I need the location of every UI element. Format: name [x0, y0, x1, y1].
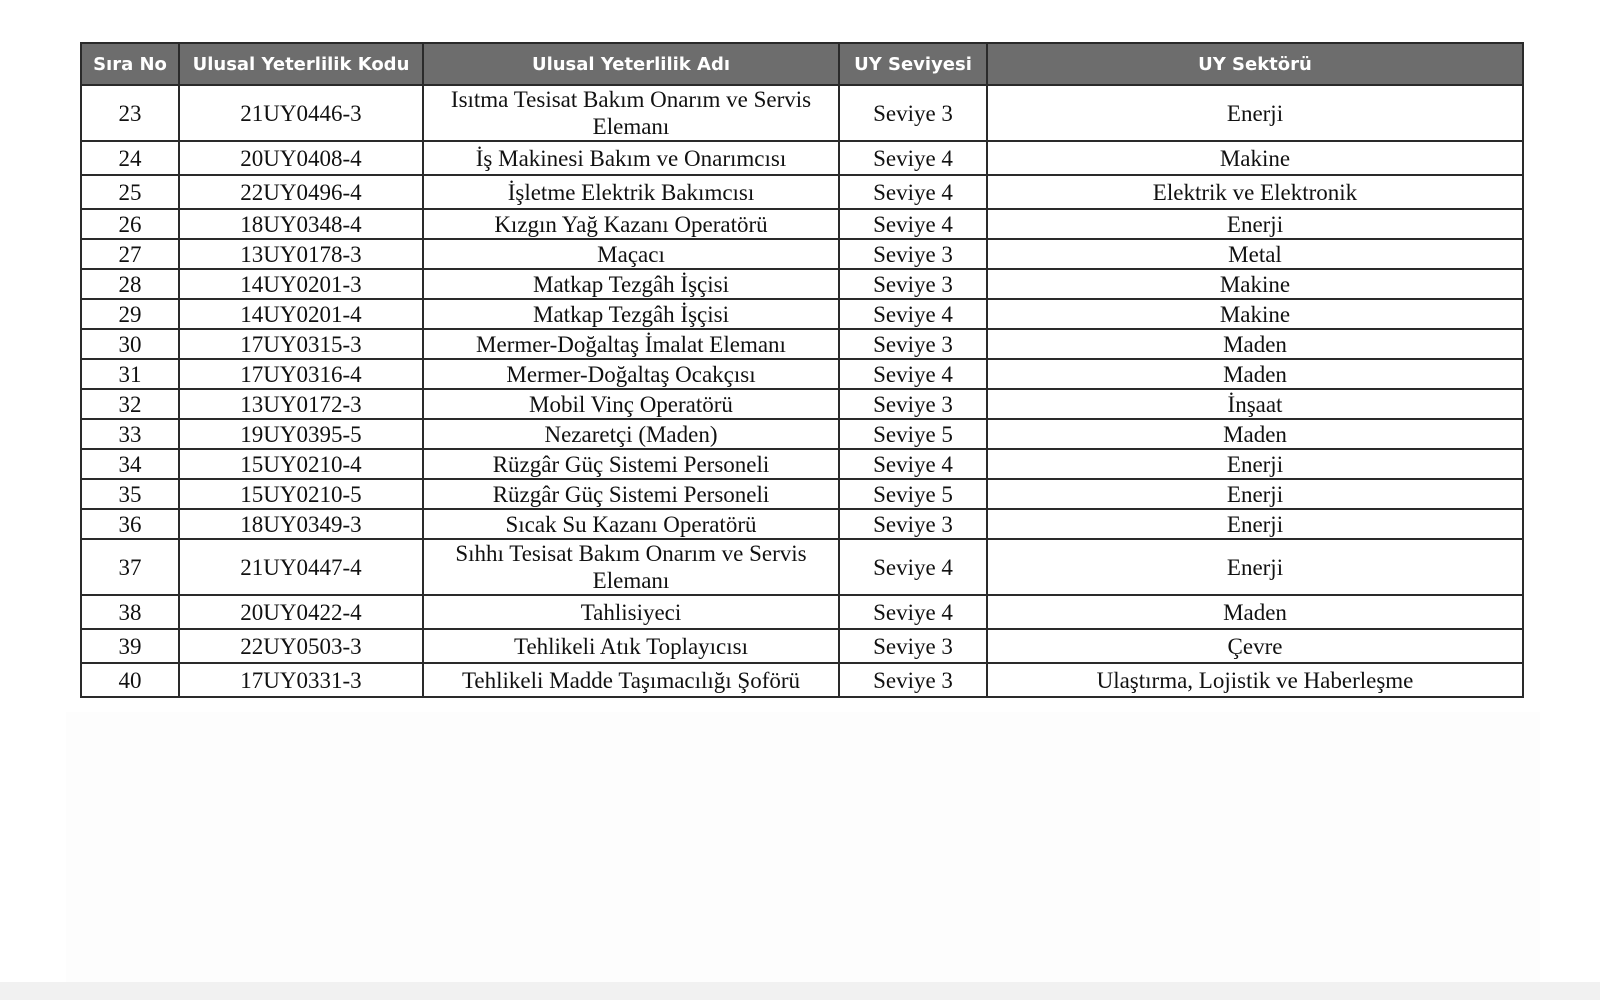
cell-no: 31 — [81, 359, 179, 389]
cell-sektor: Makine — [987, 141, 1523, 175]
cell-sektor: Metal — [987, 239, 1523, 269]
cell-kod: 17UY0316-4 — [179, 359, 423, 389]
table-row — [81, 239, 1523, 269]
cell-ad: Kızgın Yağ Kazanı Operatörü — [423, 209, 839, 239]
table-row — [81, 449, 1523, 479]
cell-seviye: Seviye 4 — [839, 449, 987, 479]
cell-sektor: Enerji — [987, 509, 1523, 539]
cell-no: 24 — [81, 141, 179, 175]
cell-ad: Mermer-Doğaltaş Ocakçısı — [423, 359, 839, 389]
cell-kod: 17UY0315-3 — [179, 329, 423, 359]
cell-sektor: Maden — [987, 359, 1523, 389]
cell-seviye: Seviye 3 — [839, 629, 987, 663]
cell-seviye: Seviye 3 — [839, 329, 987, 359]
header-sira-no: Sıra No — [81, 43, 179, 85]
table-row — [81, 141, 1523, 175]
table-row — [81, 209, 1523, 239]
cell-sektor: Maden — [987, 419, 1523, 449]
cell-ad: Rüzgâr Güç Sistemi Personeli — [423, 479, 839, 509]
cell-no: 33 — [81, 419, 179, 449]
table-row — [81, 359, 1523, 389]
header-sektor: UY Sektörü — [987, 43, 1523, 85]
cell-seviye: Seviye 4 — [839, 141, 987, 175]
table-row — [81, 479, 1523, 509]
cell-seviye: Seviye 3 — [839, 85, 987, 141]
table-row — [81, 509, 1523, 539]
cell-sektor: İnşaat — [987, 389, 1523, 419]
cell-no: 26 — [81, 209, 179, 239]
table-row — [81, 663, 1523, 697]
cell-sektor: Enerji — [987, 479, 1523, 509]
cell-seviye: Seviye 4 — [839, 299, 987, 329]
cell-ad: Maçacı — [423, 239, 839, 269]
cell-seviye: Seviye 4 — [839, 175, 987, 209]
cell-kod: 22UY0496-4 — [179, 175, 423, 209]
cell-seviye: Seviye 3 — [839, 239, 987, 269]
cell-no: 32 — [81, 389, 179, 419]
cell-ad: Nezaretçi (Maden) — [423, 419, 839, 449]
header-row — [81, 43, 1523, 85]
cell-kod: 13UY0178-3 — [179, 239, 423, 269]
cell-ad: Isıtma Tesisat Bakım Onarım ve Servis Elemanı — [423, 85, 839, 141]
cell-kod: 18UY0349-3 — [179, 509, 423, 539]
cell-no: 39 — [81, 629, 179, 663]
table-row — [81, 269, 1523, 299]
cell-ad: Sıcak Su Kazanı Operatörü — [423, 509, 839, 539]
cell-no: 23 — [81, 85, 179, 141]
cell-ad: İş Makinesi Bakım ve Onarımcısı — [423, 141, 839, 175]
header-ad: Ulusal Yeterlilik Adı — [423, 43, 839, 85]
cell-no: 28 — [81, 269, 179, 299]
cell-ad: Rüzgâr Güç Sistemi Personeli — [423, 449, 839, 479]
cell-sektor: Enerji — [987, 539, 1523, 595]
cell-no: 27 — [81, 239, 179, 269]
scan-background — [66, 712, 1540, 982]
cell-sektor: Enerji — [987, 85, 1523, 141]
cell-ad: İşletme Elektrik Bakımcısı — [423, 175, 839, 209]
table-row — [81, 389, 1523, 419]
header-seviye: UY Seviyesi — [839, 43, 987, 85]
header-kod: Ulusal Yeterlilik Kodu — [179, 43, 423, 85]
cell-ad: Sıhhı Tesisat Bakım Onarım ve Servis Elemanı — [423, 539, 839, 595]
cell-kod: 18UY0348-4 — [179, 209, 423, 239]
cell-seviye: Seviye 4 — [839, 539, 987, 595]
cell-no: 37 — [81, 539, 179, 595]
cell-no: 25 — [81, 175, 179, 209]
qualifications-table — [80, 42, 1524, 698]
table-row — [81, 85, 1523, 141]
cell-kod: 19UY0395-5 — [179, 419, 423, 449]
cell-ad: Matkap Tezgâh İşçisi — [423, 299, 839, 329]
cell-ad: Tehlikeli Madde Taşımacılığı Şoförü — [423, 663, 839, 697]
table-row — [81, 539, 1523, 595]
cell-seviye: Seviye 4 — [839, 359, 987, 389]
cell-kod: 13UY0172-3 — [179, 389, 423, 419]
cell-seviye: Seviye 5 — [839, 479, 987, 509]
cell-seviye: Seviye 4 — [839, 595, 987, 629]
cell-no: 40 — [81, 663, 179, 697]
table-row — [81, 595, 1523, 629]
cell-no: 36 — [81, 509, 179, 539]
cell-no: 35 — [81, 479, 179, 509]
cell-no: 34 — [81, 449, 179, 479]
table-row — [81, 629, 1523, 663]
cell-kod: 14UY0201-4 — [179, 299, 423, 329]
page-bottom-edge — [0, 982, 1600, 1000]
cell-ad: Tehlikeli Atık Toplayıcısı — [423, 629, 839, 663]
cell-seviye: Seviye 3 — [839, 389, 987, 419]
cell-sektor: Çevre — [987, 629, 1523, 663]
cell-seviye: Seviye 4 — [839, 209, 987, 239]
cell-kod: 14UY0201-3 — [179, 269, 423, 299]
cell-seviye: Seviye 5 — [839, 419, 987, 449]
cell-kod: 22UY0503-3 — [179, 629, 423, 663]
cell-sektor: Makine — [987, 299, 1523, 329]
table-header — [81, 43, 1523, 85]
table-row — [81, 329, 1523, 359]
table-row — [81, 175, 1523, 209]
cell-kod: 15UY0210-5 — [179, 479, 423, 509]
table-row — [81, 299, 1523, 329]
cell-ad: Mobil Vinç Operatörü — [423, 389, 839, 419]
cell-sektor: Elektrik ve Elektronik — [987, 175, 1523, 209]
cell-kod: 21UY0447-4 — [179, 539, 423, 595]
cell-kod: 20UY0408-4 — [179, 141, 423, 175]
cell-seviye: Seviye 3 — [839, 509, 987, 539]
cell-kod: 15UY0210-4 — [179, 449, 423, 479]
cell-sektor: Makine — [987, 269, 1523, 299]
table-body — [81, 85, 1523, 697]
cell-sektor: Enerji — [987, 209, 1523, 239]
cell-ad: Mermer-Doğaltaş İmalat Elemanı — [423, 329, 839, 359]
cell-kod: 21UY0446-3 — [179, 85, 423, 141]
cell-ad: Tahlisiyeci — [423, 595, 839, 629]
cell-no: 38 — [81, 595, 179, 629]
cell-ad: Matkap Tezgâh İşçisi — [423, 269, 839, 299]
cell-no: 30 — [81, 329, 179, 359]
cell-sektor: Maden — [987, 595, 1523, 629]
cell-sektor: Maden — [987, 329, 1523, 359]
cell-seviye: Seviye 3 — [839, 663, 987, 697]
table-row — [81, 419, 1523, 449]
cell-kod: 17UY0331-3 — [179, 663, 423, 697]
cell-kod: 20UY0422-4 — [179, 595, 423, 629]
cell-no: 29 — [81, 299, 179, 329]
cell-sektor: Enerji — [987, 449, 1523, 479]
cell-seviye: Seviye 3 — [839, 269, 987, 299]
cell-sektor: Ulaştırma, Lojistik ve Haberleşme — [987, 663, 1523, 697]
